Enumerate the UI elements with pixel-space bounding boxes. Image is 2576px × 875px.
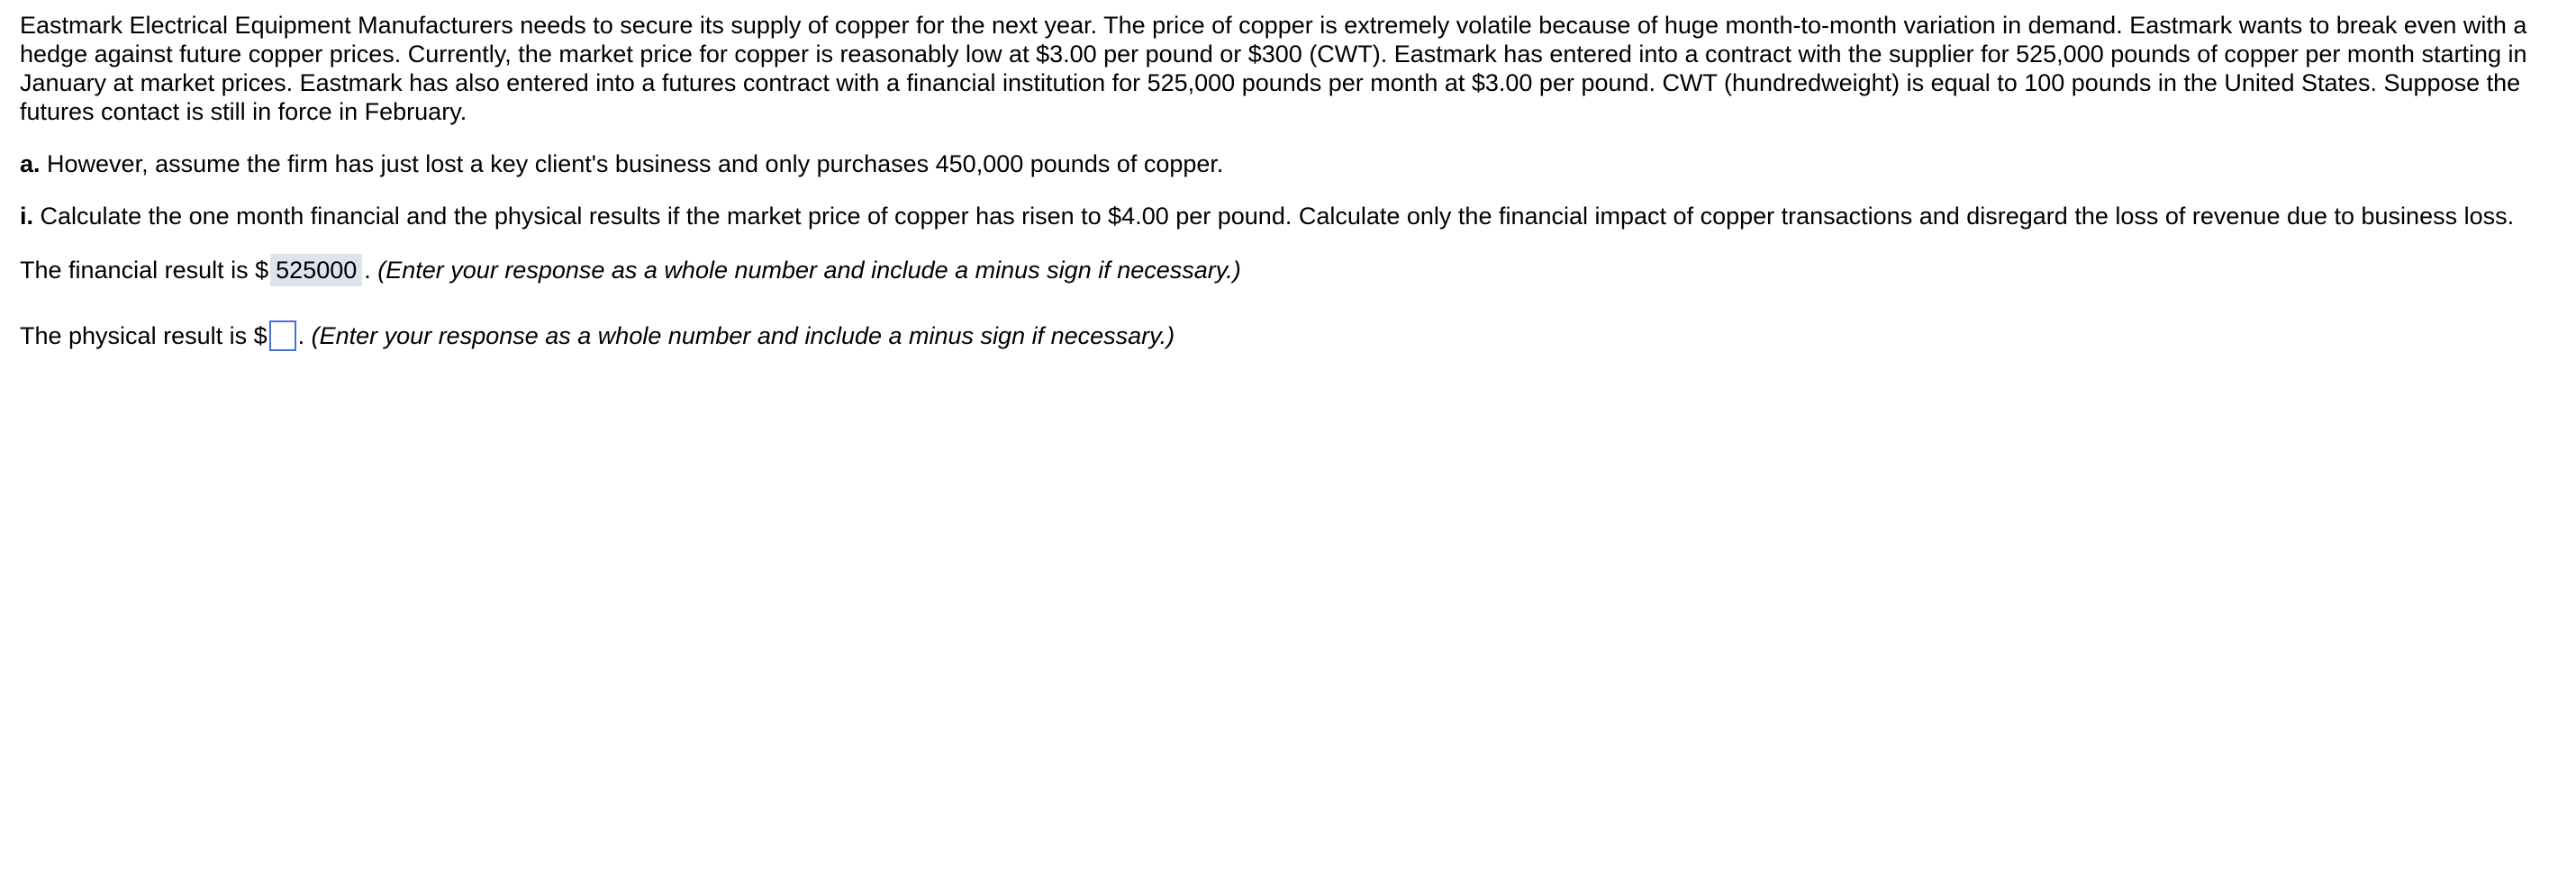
part-a-label: a.: [20, 150, 41, 177]
physical-result-input[interactable]: [269, 320, 296, 351]
part-i-statement: [20, 202, 2560, 230]
part-a-text: However, assume the firm has just lost a key client's business and only purchases 450,000 pounds of copper.: [40, 150, 1224, 177]
physical-result-prefix: The physical result is $: [20, 322, 268, 349]
financial-result-suffix: .: [364, 257, 371, 284]
physical-result-hint: (Enter your response as a whole number and include a minus sign if necessary.): [304, 322, 1175, 349]
problem-statement: Eastmark Electrical Equipment Manufacturers needs to secure its supply of copper for the next year. The price of copper is extremely volatile because of huge month-to-month variation in demand. Eastmark wants to break even with a hedge against future copper prices. Currently, the market price for copper is reasonably low at $3.00 per pound or $300 (CWT). Eastmark has entered into a contract with the supplier for 525,000 pounds of copper per month starting in January at market prices. Eastmark has also entered into a futures contract with a financial institution for 525,000 pounds per month at $3.00 per pound. CWT (hundredweight) is equal to 100 pounds in the United States. Suppose the futures contact is still in force in February.: [20, 12, 2527, 125]
financial-result-hint: (Enter your response as a whole number and include a minus sign if necessary.): [370, 257, 1241, 284]
financial-result-prefix: The financial result is $: [20, 257, 269, 284]
part-i-label: i.: [20, 203, 34, 230]
financial-result-answer[interactable]: 525000: [270, 254, 362, 286]
physical-result-row: [20, 320, 2560, 351]
financial-result-row: [20, 254, 2560, 286]
part-i-text: Calculate the one month financial and the physical results if the market price of copper has risen to $4.00 per pound. Calculate only the financial impact of copper transactions and disregard the loss of revenue due to business loss.: [33, 203, 2515, 230]
physical-result-suffix: .: [297, 322, 305, 349]
question-container: [20, 11, 2560, 351]
part-a-statement: [20, 149, 2560, 178]
